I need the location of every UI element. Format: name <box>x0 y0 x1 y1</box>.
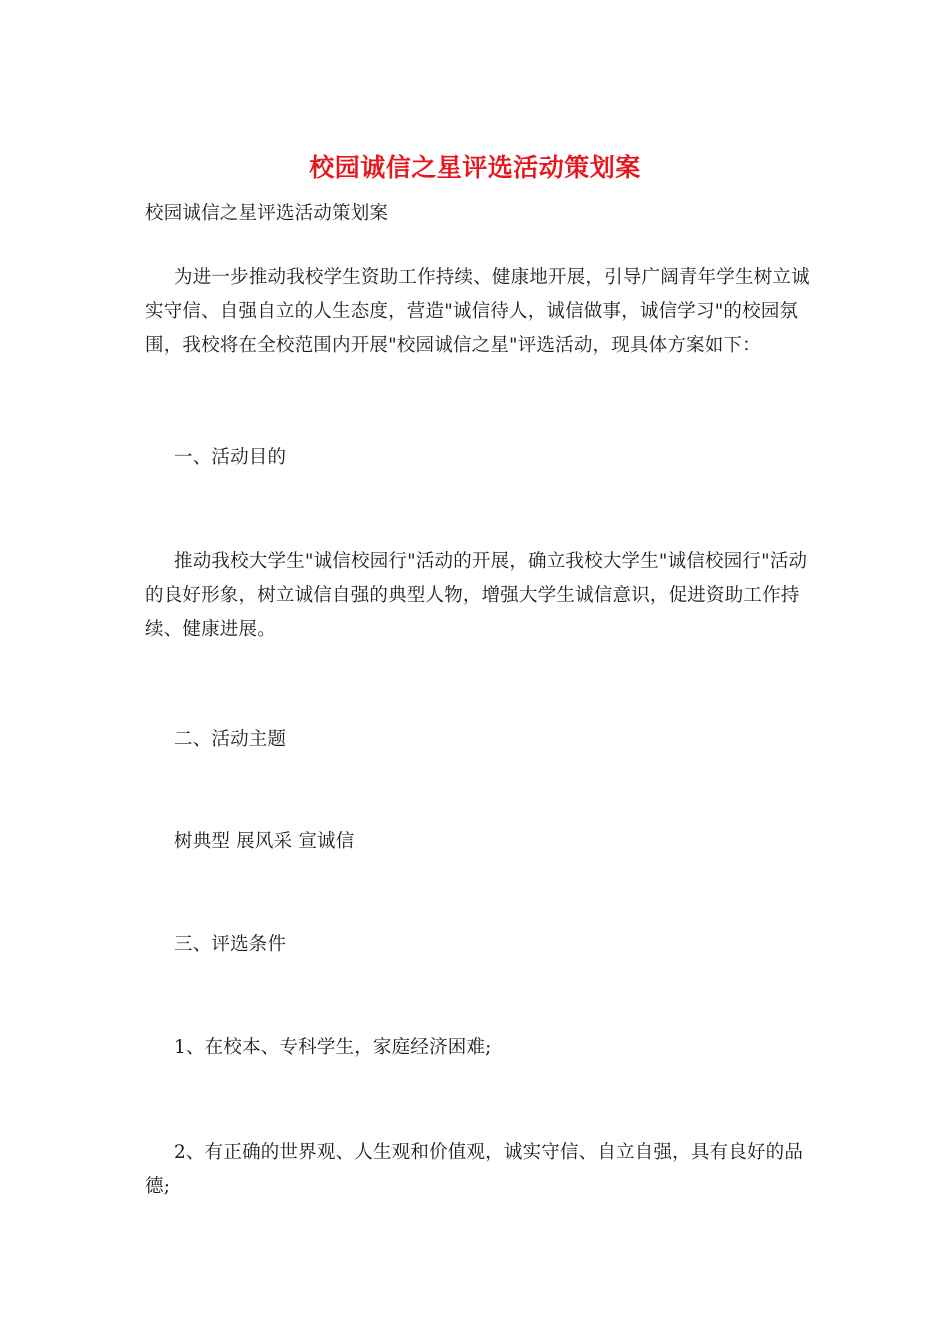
theme-paragraph: 树典型 展风采 宣诚信 <box>174 831 355 852</box>
document-subtitle: 校园诚信之星评选活动策划案 <box>145 203 389 224</box>
section-heading-criteria: 三、评选条件 <box>174 934 287 955</box>
section-heading-theme: 二、活动主题 <box>174 729 287 750</box>
criteria-item: 1、在校本、专科学生，家庭经济困难; <box>174 1037 492 1058</box>
criteria-item: 2、有正确的世界观、人生观和价值观，诚实守信、自立自强，具有良好的品德; <box>145 1142 804 1197</box>
section-heading-purpose: 一、活动目的 <box>174 447 287 468</box>
document-title: 校园诚信之星评选活动策划案 <box>309 153 641 182</box>
purpose-paragraph: 推动我校大学生"诚信校园行"活动的开展，确立我校大学生"诚信校园行"活动的良好形象，树立诚信自强的典型人物，增强大学生诚信意识，促进资助工作持续、健康进展。 <box>145 551 808 640</box>
intro-paragraph: 为进一步推动我校学生资助工作持续、健康地开展，引导广阔青年学生树立诚实守信、自强自立的人生态度，营造"诚信待人，诚信做事，诚信学习"的校园氛围，我校将在全校范围内开展"校园诚信之星"评选活动，现具体方案如下： <box>145 267 810 356</box>
